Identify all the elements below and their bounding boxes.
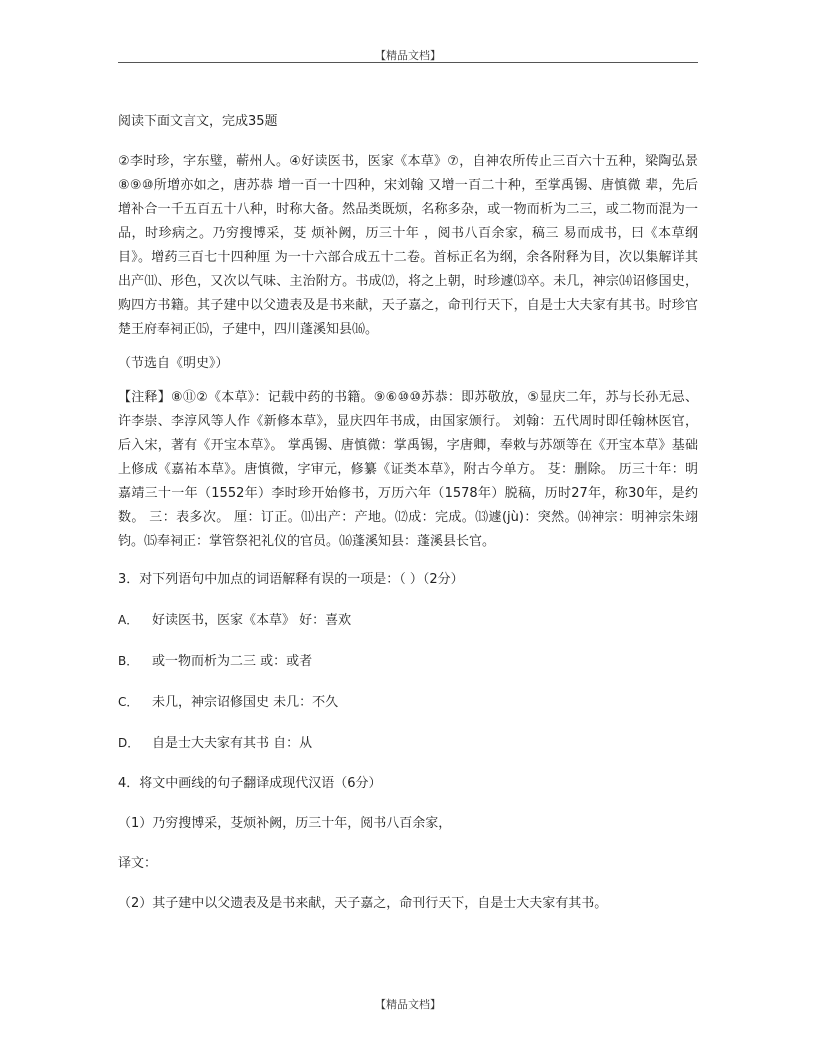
option-text: 未几，神宗诏修国史 未几：不久: [152, 695, 339, 710]
document-body: [118, 110, 698, 932]
option-letter: A．: [118, 613, 139, 627]
question-3-stem: 3．对下列语句中加点的词语解释有误的一项是：（ ）（2分）: [118, 572, 464, 587]
header-divider: [118, 62, 698, 63]
option-letter: D．: [118, 736, 140, 750]
translation-label: 译文：: [118, 856, 158, 871]
option-c: [118, 690, 698, 715]
classical-passage: ②李时珍，字东璧，蕲州人。④好读医书，医家《本草》⑦，自神农所传止三百六十五种，梁陶弘景⑧⑨⑩所增亦如之，唐苏恭 增一百一十四种，宋刘翰 又增一百二十种，至掌禹锡、唐慎微 辈，先后增补合一千五百五十八种，时称大备。然品类既烦，名称多杂，或一物而析为二三，或二物而混为一品，时珍病之。乃穷搜博采，芟 烦补阙，历三十年 ，阅书八百余家，稿三 易而成书，曰《本草纲目》。增药三百七十四种厘 为一十六部合成五十二卷。首标正名为纲，余各附释为目，次以集解详其出产⑾、形色，又次以气味、主治附方。书成⑿，将之上朝，时珍遽⒀卒。未几，神宗⒁诏修国史，购四方书籍。其子建中以父遗表及是书来献，天子嘉之，命刊行天下，自是士大夫家有其书。时珍官楚王府奉祠正⒂，子建中，四川蓬溪知县⒃。: [118, 154, 698, 337]
option-letter: C．: [118, 695, 139, 709]
page-header-label: 【精品文档】: [375, 49, 441, 62]
option-letter: B．: [118, 654, 139, 668]
question-4-sentence-2: （2）其子建中以父遗表及是书来献，天子嘉之，命刊行天下，自是士大夫家有其书。: [118, 896, 608, 911]
option-text: 自是士大夫家有其书 自：从: [152, 736, 313, 751]
option-d: [118, 731, 698, 756]
option-b: [118, 649, 698, 674]
annotation-notes: 【注释】⑧⑪②《本草》：记载中药的书籍。⑨⑥⑩⑩苏恭：即苏敬放，⑤显庆二年，苏与长孙无忌、许李崇、李淳风等人作《新修本草》，显庆四年书成，由国家颁行。 刘翰：五代周时即任翰林医官，后入宋，著有《开宝本草》。 掌禹锡、唐慎微：掌禹锡，字唐卿，奉敕与苏颂等在《开宝本草》基础上修成《嘉祐本草》。唐慎微，字审元，修纂《证类本草》，附古今单方。 芟：删除。 历三十年：明嘉靖三十一年（1552年）李时珍开始修书，万历六年（1578年）脱稿，历时27年，称30年，是约数。 三：表多次。 厘：订正。⑾出产：产地。⑿成：完成。⒀遽(jù)：突然。⒁神宗：明神宗朱翊钧。⒂奉祠正：掌管祭祀礼仪的官员。⒃蓬溪知县：蓬溪县长官。: [118, 390, 698, 549]
reading-prompt: 阅读下面文言文，完成35题: [118, 114, 278, 129]
question-4-sentence-1: （1）乃穷搜博采，芟烦补阙，历三十年，阅书八百余家，: [118, 816, 452, 831]
option-text: 或一物而析为二三 或：或者: [152, 654, 313, 669]
page-footer-label: 【精品文档】: [375, 998, 441, 1011]
option-a: [118, 608, 698, 633]
question-4-stem: 4．将文中画线的句子翻译成现代汉语（6分）: [118, 776, 382, 791]
passage-source: （节选自《明史》）: [118, 356, 229, 371]
option-text: 好读医书，医家《本草》 好：喜欢: [152, 613, 352, 628]
